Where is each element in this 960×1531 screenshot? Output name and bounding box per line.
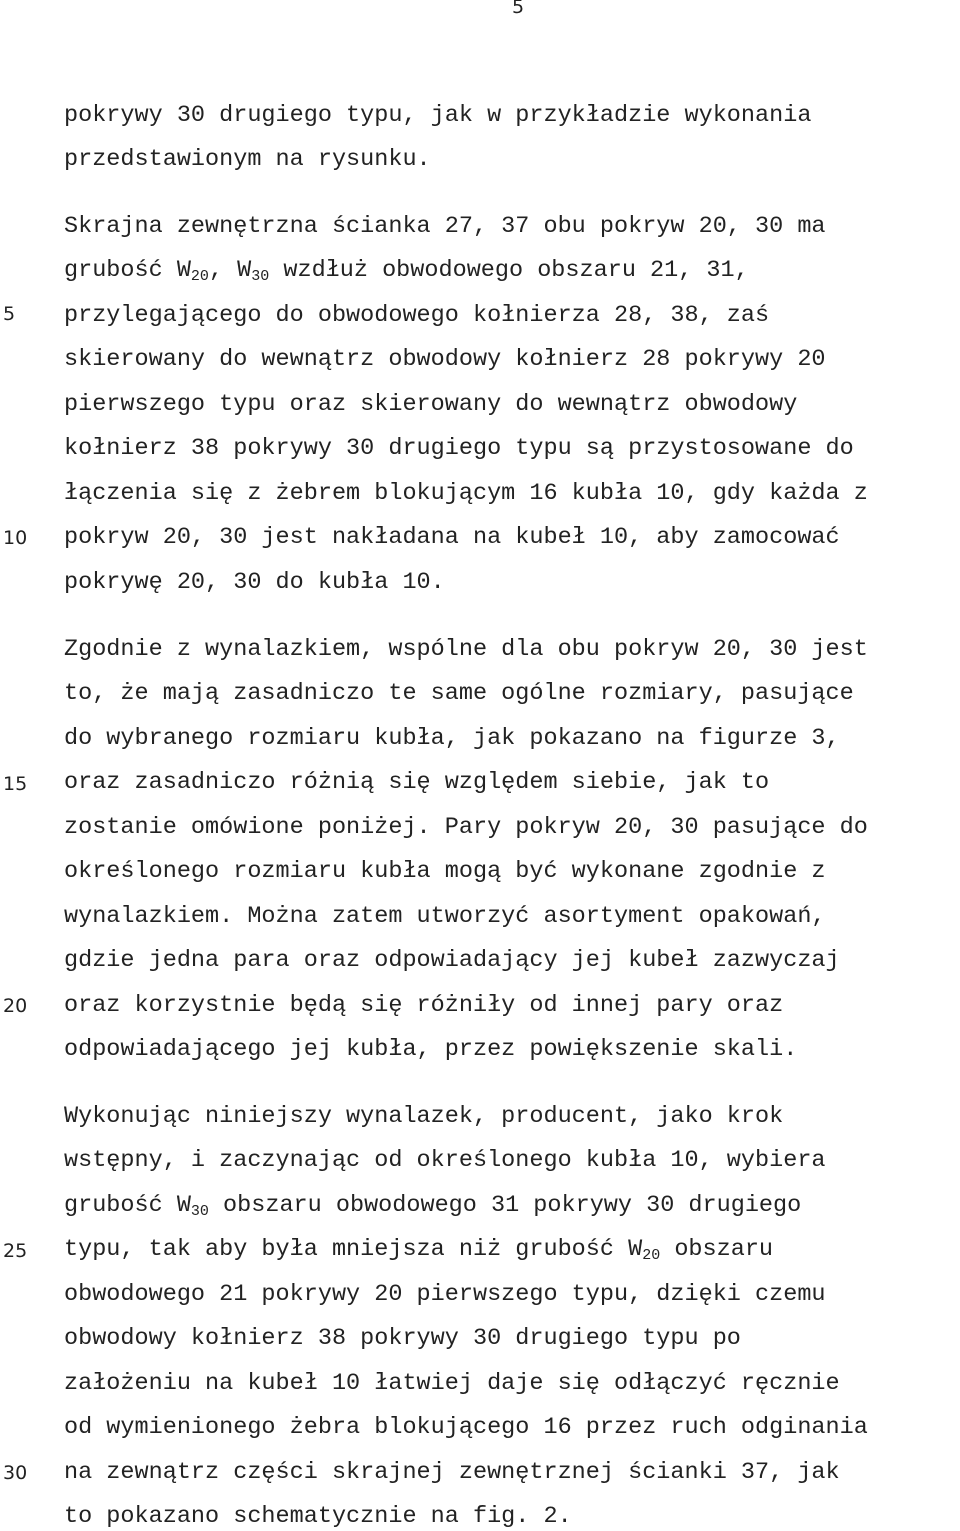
line-number-5: 5 <box>3 303 16 325</box>
line-number-30: 30 <box>3 1462 28 1484</box>
subscript: 30 <box>190 1203 209 1220</box>
text-line-with-subscript <box>64 1192 801 1220</box>
text-line-with-subscript <box>64 1236 773 1264</box>
subscript: 20 <box>642 1247 661 1264</box>
line-number-25: 25 <box>3 1240 28 1262</box>
text-segment: , W <box>208 257 252 284</box>
text-line: obwodowy kołnierz 38 pokrywy 30 drugiego typu po <box>64 1325 741 1352</box>
text-line: oraz korzystnie będą się różniły od innej pary oraz <box>64 992 784 1019</box>
text-line: to pokazano schematycznie na fig. 2. <box>64 1503 572 1530</box>
text-line: Zgodnie z wynalazkiem, wspólne dla obu pokryw 20, 30 jest <box>64 636 868 663</box>
text-line: kołnierz 38 pokrywy 30 drugiego typu są przystosowane do <box>64 435 854 462</box>
text-line: do wybranego rozmiaru kubła, jak pokazano na figurze 3, <box>64 725 840 752</box>
subscript: 30 <box>251 268 270 285</box>
text-line: pokrywy 30 drugiego typu, jak w przykładzie wykonania <box>64 102 812 129</box>
text-line: oraz zasadniczo różnią się względem siebie, jak to <box>64 769 770 796</box>
text-line: na zewnątrz części skrajnej zewnętrznej ścianki 37, jak <box>64 1459 840 1486</box>
subscript: 20 <box>190 268 209 285</box>
text-line: określonego rozmiaru kubła mogą być wykonane zgodnie z <box>64 858 826 885</box>
text-segment: grubość W <box>64 1192 191 1219</box>
text-line: wstępny, i zaczynając od określonego kubła 10, wybiera <box>64 1147 826 1174</box>
text-line: zostanie omówione poniżej. Pary pokryw 20, 30 pasujące do <box>64 814 868 841</box>
text-line: gdzie jedna para oraz odpowiadający jej kubeł zazwyczaj <box>64 947 840 974</box>
line-number-20: 20 <box>3 995 28 1017</box>
text-line: Skrajna zewnętrzna ścianka 27, 37 obu pokryw 20, 30 ma <box>64 213 826 240</box>
line-number-15: 15 <box>3 773 28 795</box>
text-segment: wzdłuż obwodowego obszaru 21, 31, <box>269 257 749 284</box>
text-line-with-subscripts <box>64 257 749 285</box>
text-segment: obszaru <box>660 1236 774 1263</box>
text-line: to, że mają zasadniczo te same ogólne rozmiary, pasujące <box>64 680 854 707</box>
text-line: Wykonując niniejszy wynalazek, producent, jako krok <box>64 1103 784 1130</box>
text-segment: grubość W <box>64 257 191 284</box>
text-line: pokryw 20, 30 jest nakładana na kubeł 10, aby zamocować <box>64 524 840 551</box>
text-line: pierwszego typu oraz skierowany do wewnątrz obwodowy <box>64 391 798 418</box>
text-line: łączenia się z żebrem blokującym 16 kubła 10, gdy każda z <box>64 480 868 507</box>
text-line: pokrywę 20, 30 do kubła 10. <box>64 569 445 596</box>
text-line: przedstawionym na rysunku. <box>64 146 431 173</box>
text-line: założeniu na kubeł 10 łatwiej daje się odłączyć ręcznie <box>64 1370 840 1397</box>
text-line: od wymienionego żebra blokującego 16 przez ruch odginania <box>64 1414 868 1441</box>
text-line: wynalazkiem. Można zatem utworzyć asortyment opakowań, <box>64 903 826 930</box>
text-line: odpowiadającego jej kubła, przez powiększenie skali. <box>64 1036 798 1063</box>
page-number: 5 <box>511 0 525 18</box>
text-segment: obszaru obwodowego 31 pokrywy 30 drugiego <box>208 1192 802 1219</box>
line-number-10: 10 <box>3 527 28 549</box>
text-line: skierowany do wewnątrz obwodowy kołnierz 28 pokrywy 20 <box>64 346 826 373</box>
text-line: przylegającego do obwodowego kołnierza 28, 38, zaś <box>64 302 770 329</box>
text-line: obwodowego 21 pokrywy 20 pierwszego typu, dzięki czemu <box>64 1281 826 1308</box>
text-segment: typu, tak aby była mniejsza niż grubość W <box>64 1236 643 1263</box>
